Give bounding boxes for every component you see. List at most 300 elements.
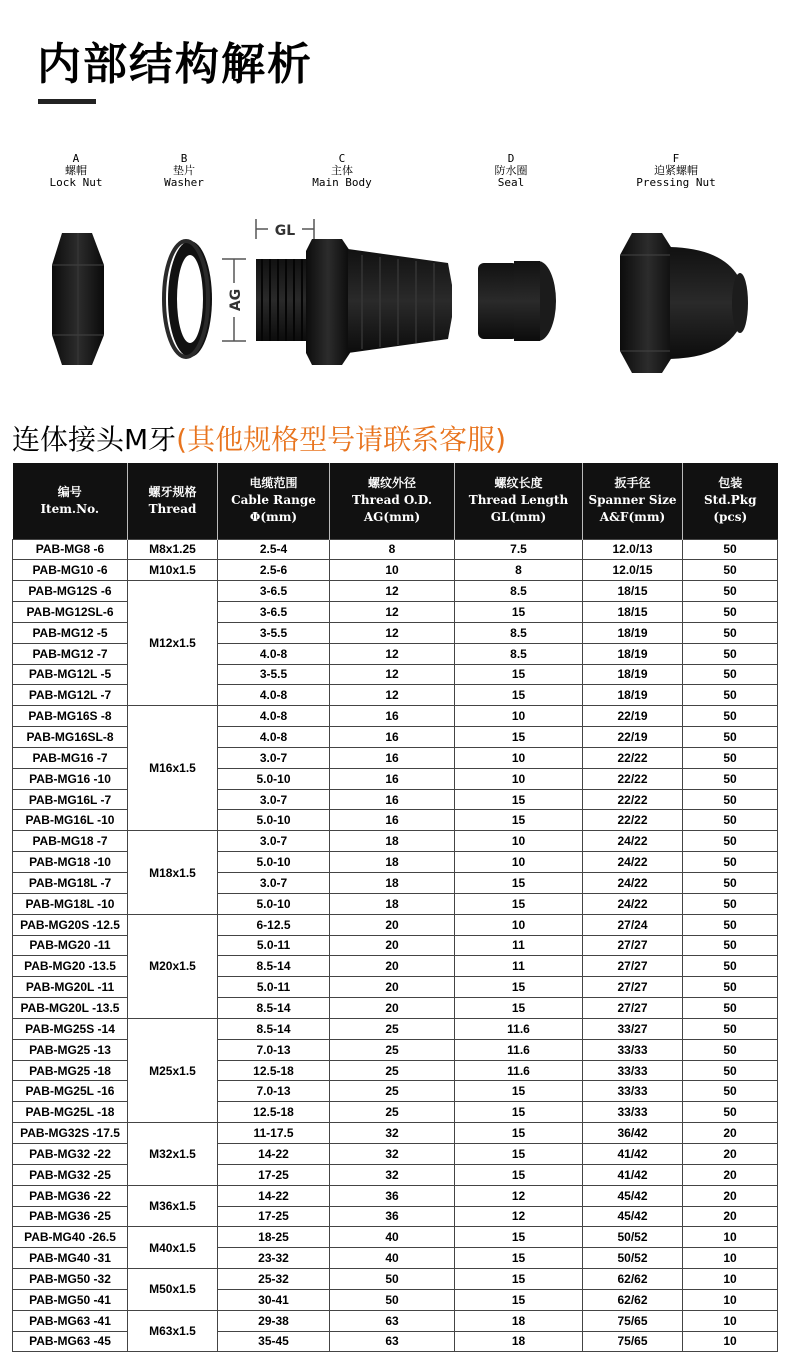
cell-std-pkg: 50: [683, 1018, 778, 1039]
ag-dimension: [222, 259, 246, 341]
cell-std-pkg: 50: [683, 789, 778, 810]
gl-label: GL: [274, 223, 296, 239]
cell-cable-range: 4.0-8: [218, 685, 330, 706]
cell-std-pkg: 50: [683, 914, 778, 935]
cell-thread: M18x1.5: [128, 831, 218, 914]
cell-spanner-size: 18/19: [583, 622, 683, 643]
cell-cable-range: 23-32: [218, 1248, 330, 1269]
cell-thread: M8x1.25: [128, 539, 218, 560]
cell-thread-od: 20: [330, 998, 455, 1019]
cell-item-no: PAB-MG12SL-6: [13, 602, 128, 623]
pressing-nut-shape: [620, 233, 748, 373]
cell-item-no: PAB-MG20S -12.5: [13, 914, 128, 935]
cell-spanner-size: 27/27: [583, 977, 683, 998]
cell-thread-od: 16: [330, 810, 455, 831]
cell-thread-length: 8.5: [455, 581, 583, 602]
table-row: [13, 935, 778, 956]
cell-thread-od: 12: [330, 685, 455, 706]
table-row: [13, 1039, 778, 1060]
cell-thread-length: 15: [455, 1227, 583, 1248]
table-header-row: [13, 463, 778, 539]
cell-cable-range: 5.0-10: [218, 852, 330, 873]
seal-shape: [478, 261, 556, 341]
cell-thread-length: 11: [455, 956, 583, 977]
cell-std-pkg: 10: [683, 1331, 778, 1352]
part-label-pressing-nut: [636, 153, 715, 189]
cell-cable-range: 6-12.5: [218, 914, 330, 935]
cell-cable-range: 2.5-6: [218, 560, 330, 581]
cell-item-no: PAB-MG16SL-8: [13, 727, 128, 748]
cell-std-pkg: 50: [683, 1060, 778, 1081]
cell-cable-range: 12.5-18: [218, 1060, 330, 1081]
cell-thread-length: 11.6: [455, 1018, 583, 1039]
cell-cable-range: 8.5-14: [218, 956, 330, 977]
cell-thread-od: 20: [330, 977, 455, 998]
table-row: [13, 893, 778, 914]
cell-cable-range: 5.0-11: [218, 977, 330, 998]
cell-item-no: PAB-MG20L -13.5: [13, 998, 128, 1019]
cell-spanner-size: 18/15: [583, 602, 683, 623]
cell-item-no: PAB-MG18L -10: [13, 893, 128, 914]
cell-item-no: PAB-MG16 -7: [13, 747, 128, 768]
gl-dimension: [256, 219, 314, 239]
cell-thread-od: 25: [330, 1060, 455, 1081]
cell-thread-length: 15: [455, 873, 583, 894]
table-row: [13, 1018, 778, 1039]
cell-thread-length: 12: [455, 1206, 583, 1227]
cell-thread-od: 10: [330, 560, 455, 581]
cell-thread-length: 10: [455, 914, 583, 935]
part-en-name: Washer: [164, 176, 204, 189]
cell-std-pkg: 50: [683, 852, 778, 873]
cell-item-no: PAB-MG32 -25: [13, 1164, 128, 1185]
cell-cable-range: 11-17.5: [218, 1123, 330, 1144]
cell-cable-range: 8.5-14: [218, 1018, 330, 1039]
part-cn-name: 主体: [330, 164, 353, 177]
cell-spanner-size: 33/33: [583, 1081, 683, 1102]
part-en-name: Seal: [497, 176, 525, 189]
cell-item-no: PAB-MG12 -5: [13, 622, 128, 643]
part-label-main-body: [312, 153, 372, 189]
cell-spanner-size: 41/42: [583, 1164, 683, 1185]
header-spanner-size: 扳手径 Spanner Size A&F(mm): [583, 463, 683, 539]
part-label-lock-nut: [50, 153, 103, 189]
cell-std-pkg: 50: [683, 893, 778, 914]
cell-std-pkg: 50: [683, 581, 778, 602]
cell-thread-od: 25: [330, 1081, 455, 1102]
cell-item-no: PAB-MG20 -11: [13, 935, 128, 956]
cell-std-pkg: 10: [683, 1269, 778, 1290]
cell-std-pkg: 50: [683, 602, 778, 623]
cell-spanner-size: 36/42: [583, 1123, 683, 1144]
table-row: [13, 1289, 778, 1310]
cell-spanner-size: 12.0/13: [583, 539, 683, 560]
table-row: [13, 1227, 778, 1248]
cell-thread: M40x1.5: [128, 1227, 218, 1269]
table-row: [13, 1185, 778, 1206]
cell-std-pkg: 50: [683, 747, 778, 768]
cell-thread: M20x1.5: [128, 914, 218, 1018]
cell-thread: M12x1.5: [128, 581, 218, 706]
cell-thread: M36x1.5: [128, 1185, 218, 1227]
cell-item-no: PAB-MG25L -16: [13, 1081, 128, 1102]
cell-thread-length: 7.5: [455, 539, 583, 560]
cell-thread-od: 12: [330, 602, 455, 623]
cell-std-pkg: 50: [683, 706, 778, 727]
cell-std-pkg: 20: [683, 1164, 778, 1185]
cell-cable-range: 8.5-14: [218, 998, 330, 1019]
cell-thread: M25x1.5: [128, 1018, 218, 1122]
cell-thread-od: 32: [330, 1143, 455, 1164]
cell-std-pkg: 20: [683, 1185, 778, 1206]
table-row: [13, 581, 778, 602]
table-row: [13, 914, 778, 935]
cell-thread-od: 8: [330, 539, 455, 560]
part-cn-name: 垫片: [173, 164, 195, 177]
cell-spanner-size: 45/42: [583, 1206, 683, 1227]
cell-item-no: PAB-MG12L -7: [13, 685, 128, 706]
cell-thread-length: 15: [455, 810, 583, 831]
table-row: [13, 1248, 778, 1269]
part-en-name: Main Body: [312, 176, 372, 189]
cell-item-no: PAB-MG20 -13.5: [13, 956, 128, 977]
spec-table: [12, 463, 778, 1352]
section-subtitle: [12, 418, 506, 458]
cell-thread-od: 25: [330, 1102, 455, 1123]
cell-spanner-size: 22/19: [583, 706, 683, 727]
part-en-name: Lock Nut: [49, 176, 103, 189]
cell-spanner-size: 50/52: [583, 1248, 683, 1269]
cell-std-pkg: 50: [683, 810, 778, 831]
cell-thread: M16x1.5: [128, 706, 218, 831]
cell-spanner-size: 12.0/15: [583, 560, 683, 581]
cell-spanner-size: 18/19: [583, 664, 683, 685]
cell-item-no: PAB-MG63 -45: [13, 1331, 128, 1352]
table-row: [13, 560, 778, 581]
part-cn-name: 螺帽: [64, 164, 87, 177]
cell-item-no: PAB-MG12 -7: [13, 643, 128, 664]
cell-std-pkg: 50: [683, 1102, 778, 1123]
cell-thread-od: 20: [330, 914, 455, 935]
cell-thread: M50x1.5: [128, 1269, 218, 1311]
cell-spanner-size: 24/22: [583, 893, 683, 914]
spec-table-body: [13, 539, 778, 1352]
cell-thread-length: 10: [455, 852, 583, 873]
table-row: [13, 873, 778, 894]
cell-cable-range: 5.0-10: [218, 893, 330, 914]
table-row: [13, 768, 778, 789]
washer-shape: [164, 241, 212, 357]
cell-std-pkg: 50: [683, 685, 778, 706]
cell-thread-length: 15: [455, 685, 583, 706]
cell-thread-length: 15: [455, 1102, 583, 1123]
cell-cable-range: 35-45: [218, 1331, 330, 1352]
cell-item-no: PAB-MG32S -17.5: [13, 1123, 128, 1144]
cell-std-pkg: 20: [683, 1143, 778, 1164]
part-label-seal: [495, 153, 528, 189]
cell-thread-length: 8.5: [455, 643, 583, 664]
cell-thread: M63x1.5: [128, 1310, 218, 1352]
table-row: [13, 1269, 778, 1290]
main-body-shape: [256, 239, 452, 365]
cell-item-no: PAB-MG40 -26.5: [13, 1227, 128, 1248]
cell-item-no: PAB-MG18L -7: [13, 873, 128, 894]
cell-thread-length: 15: [455, 1248, 583, 1269]
cell-std-pkg: 50: [683, 831, 778, 852]
cell-item-no: PAB-MG25S -14: [13, 1018, 128, 1039]
cell-cable-range: 3.0-7: [218, 747, 330, 768]
cell-item-no: PAB-MG18 -10: [13, 852, 128, 873]
cell-cable-range: 2.5-4: [218, 539, 330, 560]
cell-spanner-size: 41/42: [583, 1143, 683, 1164]
table-row: [13, 998, 778, 1019]
cell-thread-od: 25: [330, 1039, 455, 1060]
cell-spanner-size: 62/62: [583, 1289, 683, 1310]
lock-nut-shape: [52, 233, 104, 365]
cell-std-pkg: 10: [683, 1227, 778, 1248]
cell-thread-od: 36: [330, 1185, 455, 1206]
part-letter: D: [507, 152, 515, 165]
cell-std-pkg: 50: [683, 956, 778, 977]
cell-std-pkg: 50: [683, 977, 778, 998]
part-letter: F: [672, 152, 680, 165]
cell-thread-length: 11: [455, 935, 583, 956]
cell-cable-range: 29-38: [218, 1310, 330, 1331]
cell-thread-od: 16: [330, 768, 455, 789]
ag-label: AG: [228, 288, 244, 312]
header-thread-length: 螺纹长度 Thread Length GL(mm): [455, 463, 583, 539]
cell-thread-length: 15: [455, 602, 583, 623]
table-row: [13, 1310, 778, 1331]
cell-thread-od: 18: [330, 873, 455, 894]
cell-std-pkg: 50: [683, 1081, 778, 1102]
cell-item-no: PAB-MG32 -22: [13, 1143, 128, 1164]
table-row: [13, 1102, 778, 1123]
cell-spanner-size: 18/15: [583, 581, 683, 602]
table-row: [13, 643, 778, 664]
cell-item-no: PAB-MG36 -22: [13, 1185, 128, 1206]
cell-cable-range: 3.0-7: [218, 831, 330, 852]
cell-thread-length: 15: [455, 1164, 583, 1185]
cell-thread-length: 15: [455, 789, 583, 810]
cell-item-no: PAB-MG16 -10: [13, 768, 128, 789]
cell-thread-od: 63: [330, 1310, 455, 1331]
cell-spanner-size: 27/27: [583, 956, 683, 977]
cell-item-no: PAB-MG63 -41: [13, 1310, 128, 1331]
cell-spanner-size: 75/65: [583, 1310, 683, 1331]
cell-thread-od: 16: [330, 706, 455, 727]
cell-cable-range: 3.0-7: [218, 873, 330, 894]
subtitle-main: 连体接头M牙: [12, 423, 177, 456]
cell-cable-range: 3.0-7: [218, 789, 330, 810]
part-letter: C: [338, 152, 346, 165]
header-cable-range: 电缆范围 Cable Range Φ(mm): [218, 463, 330, 539]
cell-cable-range: 14-22: [218, 1143, 330, 1164]
part-cn-name: 防水圈: [494, 164, 528, 177]
cell-std-pkg: 50: [683, 935, 778, 956]
cell-thread: M32x1.5: [128, 1123, 218, 1186]
cell-cable-range: 3-6.5: [218, 581, 330, 602]
cell-thread-length: 18: [455, 1310, 583, 1331]
cell-item-no: PAB-MG25L -18: [13, 1102, 128, 1123]
cell-cable-range: 12.5-18: [218, 1102, 330, 1123]
table-row: [13, 852, 778, 873]
cell-thread-length: 12: [455, 1185, 583, 1206]
cell-spanner-size: 75/65: [583, 1331, 683, 1352]
cell-thread-length: 8.5: [455, 622, 583, 643]
cell-thread-od: 18: [330, 893, 455, 914]
cell-std-pkg: 50: [683, 768, 778, 789]
table-row: [13, 789, 778, 810]
cell-std-pkg: 50: [683, 560, 778, 581]
table-row: [13, 1060, 778, 1081]
table-row: [13, 1081, 778, 1102]
cell-cable-range: 7.0-13: [218, 1081, 330, 1102]
cell-spanner-size: 22/22: [583, 810, 683, 831]
cell-thread-od: 40: [330, 1248, 455, 1269]
cell-thread-od: 16: [330, 747, 455, 768]
cell-std-pkg: 20: [683, 1123, 778, 1144]
cell-spanner-size: 27/27: [583, 998, 683, 1019]
cell-spanner-size: 33/33: [583, 1102, 683, 1123]
cell-item-no: PAB-MG16S -8: [13, 706, 128, 727]
cell-std-pkg: 50: [683, 998, 778, 1019]
cell-thread-od: 50: [330, 1289, 455, 1310]
cell-thread-length: 10: [455, 768, 583, 789]
header-thread-od: 螺纹外径 Thread O.D. AG(mm): [330, 463, 455, 539]
cell-thread-length: 15: [455, 664, 583, 685]
table-row: [13, 539, 778, 560]
cell-thread-length: 18: [455, 1331, 583, 1352]
cell-thread-length: 10: [455, 831, 583, 852]
cell-thread-length: 15: [455, 1143, 583, 1164]
cell-cable-range: 3-5.5: [218, 664, 330, 685]
cell-cable-range: 14-22: [218, 1185, 330, 1206]
cell-cable-range: 3-5.5: [218, 622, 330, 643]
cell-thread-length: 10: [455, 747, 583, 768]
cell-item-no: PAB-MG50 -32: [13, 1269, 128, 1290]
cell-item-no: PAB-MG8 -6: [13, 539, 128, 560]
table-row: [13, 977, 778, 998]
cell-std-pkg: 10: [683, 1248, 778, 1269]
cell-spanner-size: 24/22: [583, 873, 683, 894]
table-row: [13, 622, 778, 643]
cell-thread-length: 15: [455, 727, 583, 748]
cell-item-no: PAB-MG50 -41: [13, 1289, 128, 1310]
cell-std-pkg: 20: [683, 1206, 778, 1227]
cell-std-pkg: 50: [683, 727, 778, 748]
table-row: [13, 1143, 778, 1164]
cell-cable-range: 4.0-8: [218, 706, 330, 727]
cell-thread-length: 15: [455, 1289, 583, 1310]
cell-thread-od: 63: [330, 1331, 455, 1352]
cell-spanner-size: 22/22: [583, 768, 683, 789]
cell-spanner-size: 33/33: [583, 1060, 683, 1081]
cell-std-pkg: 10: [683, 1289, 778, 1310]
cell-cable-range: 5.0-11: [218, 935, 330, 956]
cell-cable-range: 7.0-13: [218, 1039, 330, 1060]
cell-spanner-size: 22/22: [583, 747, 683, 768]
cell-thread-od: 25: [330, 1018, 455, 1039]
cell-cable-range: 5.0-10: [218, 768, 330, 789]
cell-thread-length: 11.6: [455, 1060, 583, 1081]
table-row: [13, 831, 778, 852]
cell-thread: M10x1.5: [128, 560, 218, 581]
table-row: [13, 747, 778, 768]
table-row: [13, 956, 778, 977]
cell-thread-od: 50: [330, 1269, 455, 1290]
cell-thread-od: 36: [330, 1206, 455, 1227]
table-row: [13, 706, 778, 727]
cell-cable-range: 4.0-8: [218, 643, 330, 664]
exploded-parts-illustration: [0, 205, 790, 395]
cell-thread-od: 40: [330, 1227, 455, 1248]
cell-item-no: PAB-MG36 -25: [13, 1206, 128, 1227]
cell-item-no: PAB-MG18 -7: [13, 831, 128, 852]
cell-thread-od: 12: [330, 643, 455, 664]
cell-thread-length: 10: [455, 706, 583, 727]
cell-thread-od: 32: [330, 1164, 455, 1185]
cell-thread-od: 16: [330, 727, 455, 748]
cell-item-no: PAB-MG12L -5: [13, 664, 128, 685]
table-row: [13, 602, 778, 623]
cell-thread-od: 20: [330, 956, 455, 977]
cell-cable-range: 3-6.5: [218, 602, 330, 623]
cell-spanner-size: 27/27: [583, 935, 683, 956]
table-row: [13, 664, 778, 685]
cell-thread-od: 18: [330, 852, 455, 873]
cell-thread-od: 18: [330, 831, 455, 852]
part-letter: B: [180, 152, 188, 165]
table-row: [13, 1164, 778, 1185]
cell-spanner-size: 22/22: [583, 789, 683, 810]
cell-item-no: PAB-MG20L -11: [13, 977, 128, 998]
cell-thread-od: 16: [330, 789, 455, 810]
cell-thread-length: 15: [455, 998, 583, 1019]
cell-std-pkg: 50: [683, 622, 778, 643]
table-row: [13, 1331, 778, 1352]
cell-spanner-size: 22/19: [583, 727, 683, 748]
cell-thread-length: 15: [455, 1123, 583, 1144]
cell-cable-range: 17-25: [218, 1206, 330, 1227]
cell-std-pkg: 50: [683, 664, 778, 685]
cell-item-no: PAB-MG16L -10: [13, 810, 128, 831]
header-thread: 螺牙规格 Thread: [128, 463, 218, 539]
part-letter: A: [72, 152, 80, 165]
cell-thread-length: 11.6: [455, 1039, 583, 1060]
cell-spanner-size: 33/27: [583, 1018, 683, 1039]
cell-item-no: PAB-MG10 -6: [13, 560, 128, 581]
cell-thread-length: 15: [455, 1269, 583, 1290]
table-row: [13, 685, 778, 706]
cell-thread-od: 12: [330, 664, 455, 685]
cell-cable-range: 4.0-8: [218, 727, 330, 748]
subtitle-note: (其他规格型号请联系客服): [176, 423, 507, 456]
cell-cable-range: 5.0-10: [218, 810, 330, 831]
part-label-washer: [164, 153, 204, 189]
cell-item-no: PAB-MG25 -13: [13, 1039, 128, 1060]
header-std-pkg: 包装 Std.Pkg (pcs): [683, 463, 778, 539]
table-row: [13, 1206, 778, 1227]
header-item-no: 编号 Item.No.: [13, 463, 128, 539]
page-title: 内部结构解析: [37, 39, 313, 90]
cell-item-no: PAB-MG40 -31: [13, 1248, 128, 1269]
cell-spanner-size: 62/62: [583, 1269, 683, 1290]
cell-spanner-size: 27/24: [583, 914, 683, 935]
table-row: [13, 1123, 778, 1144]
cell-thread-od: 12: [330, 581, 455, 602]
title-underline: [38, 99, 96, 104]
